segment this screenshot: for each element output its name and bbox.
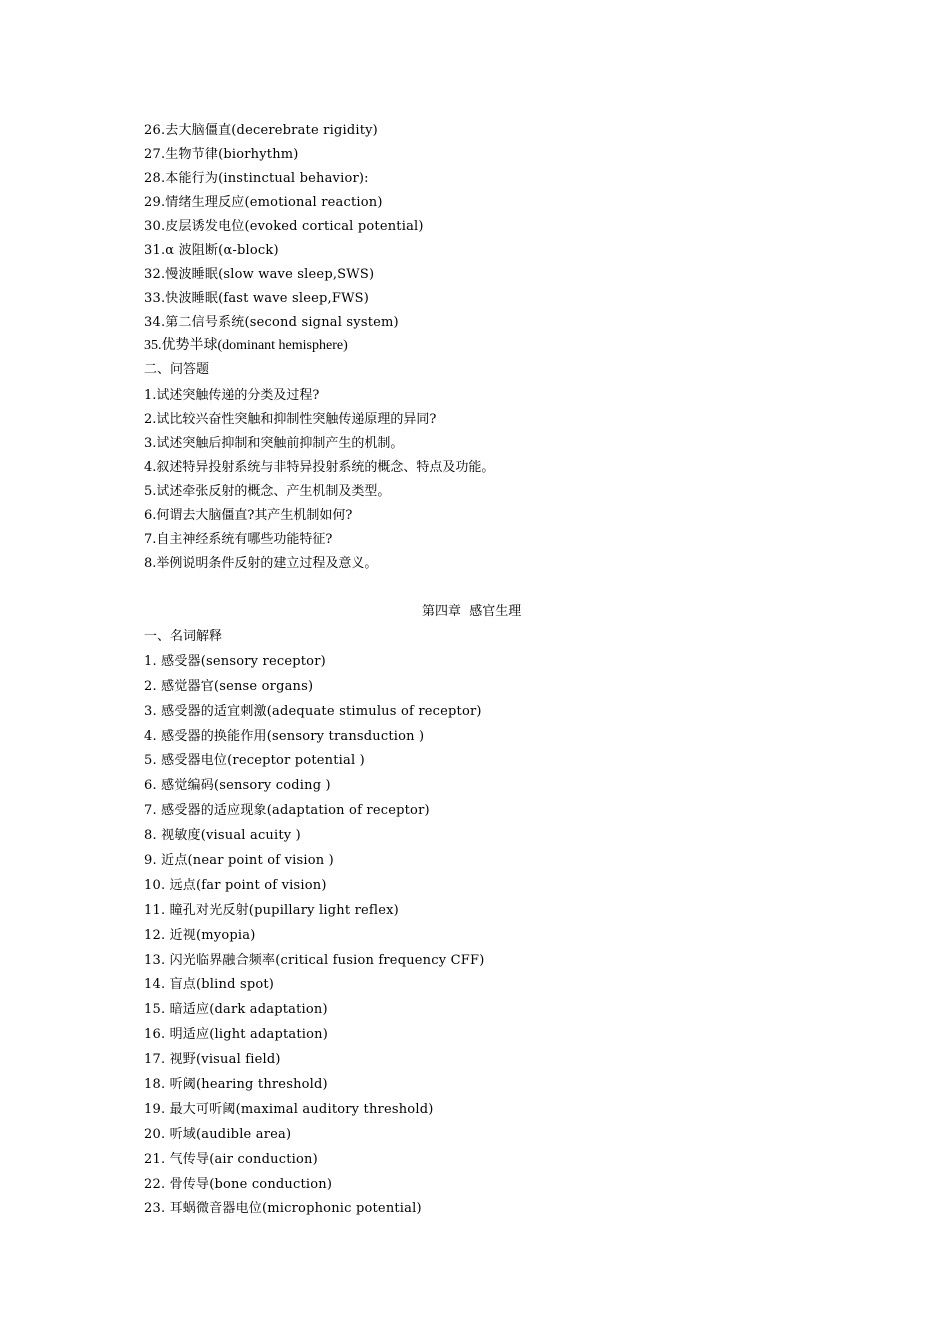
term-item: 5. 感受器电位(receptor potential ): [144, 753, 365, 768]
term-item: 12. 近视(myopia): [144, 928, 256, 943]
term-item: 17. 视野(visual field): [144, 1052, 281, 1067]
term-item: 6. 感觉编码(sensory coding ): [144, 778, 331, 793]
term-item: 19. 最大可听阈(maximal auditory threshold): [144, 1102, 434, 1117]
term-item: 1. 感受器(sensory receptor): [144, 654, 326, 669]
term-item: 34.第二信号系统(second signal system): [144, 315, 399, 330]
term-item: 27.生物节律(biorhythm): [144, 147, 299, 162]
term-item: 14. 盲点(blind spot): [144, 977, 275, 992]
term-item: 10. 远点(far point of vision): [144, 878, 327, 893]
question-item: 7.自主神经系统有哪些功能特征?: [144, 532, 333, 547]
term-item: 22. 骨传导(bone conduction): [144, 1177, 333, 1192]
term-item: 18. 听阈(hearing threshold): [144, 1077, 328, 1092]
question-item: 5.试述牵张反射的概念、产生机制及类型。: [144, 484, 391, 499]
term-item: 28.本能行为(instinctual behavior):: [144, 171, 369, 186]
section-heading: 一、名词解释: [144, 629, 223, 644]
question-item: 2.试比较兴奋性突触和抑制性突触传递原理的异同?: [144, 412, 437, 427]
term-item: 7. 感受器的适应现象(adaptation of receptor): [144, 803, 430, 818]
question-item: 1.试述突触传递的分类及过程?: [144, 388, 320, 403]
term-item: 3. 感受器的适宜刺激(adequate stimulus of receptor): [144, 704, 482, 719]
term-item: 16. 明适应(light adaptation): [144, 1027, 329, 1042]
term-item: 20. 听域(audible area): [144, 1127, 292, 1142]
term-item: 31.α 波阻断(α-block): [144, 243, 279, 258]
term-item: 29.情绪生理反应(emotional reaction): [144, 195, 383, 210]
term-item: 21. 气传导(air conduction): [144, 1152, 318, 1167]
question-item: 8.举例说明条件反射的建立过程及意义。: [144, 556, 378, 571]
term-item: 30.皮层诱发电位(evoked cortical potential): [144, 219, 424, 234]
term-item: 11. 瞳孔对光反射(pupillary light reflex): [144, 903, 399, 918]
term-item: 2. 感觉器官(sense organs): [144, 679, 314, 694]
question-item: 6.何谓去大脑僵直?其产生机制如何?: [144, 508, 353, 523]
section-heading: 二、问答题: [144, 362, 210, 377]
term-item: 9. 近点(near point of vision ): [144, 853, 334, 868]
chapter-title: 第四章 感官生理: [422, 604, 522, 619]
term-item: 4. 感受器的换能作用(sensory transduction ): [144, 729, 425, 744]
term-item: 8. 视敏度(visual acuity ): [144, 828, 301, 843]
term-item: 23. 耳蜗微音器电位(microphonic potential): [144, 1201, 422, 1216]
term-item: 32.慢波睡眠(slow wave sleep,SWS): [144, 267, 375, 282]
term-item: 33.快波睡眠(fast wave sleep,FWS): [144, 291, 370, 306]
term-item: 35.优势半球(dominant hemisphere): [144, 338, 348, 353]
question-item: 4.叙述特异投射系统与非特异投射系统的概念、特点及功能。: [144, 460, 495, 475]
term-item: 13. 闪光临界融合频率(critical fusion frequency CFF): [144, 953, 485, 968]
term-item: 15. 暗适应(dark adaptation): [144, 1002, 328, 1017]
question-item: 3.试述突触后抑制和突触前抑制产生的机制。: [144, 436, 404, 451]
term-item: 26.去大脑僵直(decerebrate rigidity): [144, 123, 378, 138]
